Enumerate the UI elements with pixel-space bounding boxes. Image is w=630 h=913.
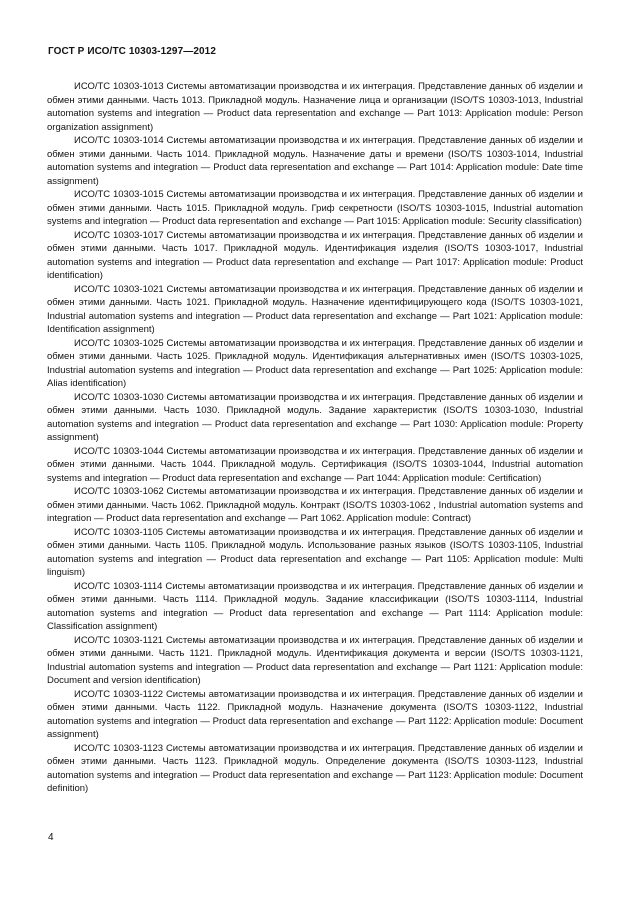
page-header-standard-title: ГОСТ Р ИСО/ТС 10303-1297—2012 bbox=[48, 46, 216, 57]
reference-entry-1044: ИСО/ТС 10303-1044 Системы автоматизации производства и их интеграция. Представление данных об изделии и обмен этими данными. Часть 1044. Прикладной модуль. Сертификация (ISO/TS 10303-1044, Industrial automation systems and integration — Product data representation and exchange — Part 1044: Application module: Certification) bbox=[47, 445, 583, 484]
reference-entry-1025: ИСО/ТС 10303-1025 Системы автоматизации производства и их интеграция. Представление данных об изделии и обмен этими данными. Часть 1025. Прикладной модуль. Идентификация альтернативных имен (ISO/TS 10303-1025, Industrial automation systems and integration — Product data representation and exchange — Part 1025: Application module: Alias identification) bbox=[47, 337, 583, 389]
reference-entry-1122: ИСО/ТС 10303-1122 Системы автоматизации производства и их интеграция. Представление данных об изделии и обмен этими данными. Часть 1122. Прикладной модуль. Назначение документа (ISO/TS 10303-1122, Industrial automation systems and integration — Product data representation and exchange — Part 1122: Application module: Document assignment) bbox=[47, 688, 583, 740]
reference-entry-1013: ИСО/ТС 10303-1013 Системы автоматизации производства и их интеграция. Представление данных об изделии и обмен этими данными. Часть 1013. Прикладной модуль. Назначение лица и организации (ISO/TS 10303-1013, Industrial automation systems and integration — Product data representation and exchange — Part 1013: Application module: Person organization assignment) bbox=[47, 81, 583, 133]
reference-entry-1021: ИСО/ТС 10303-1021 Системы автоматизации производства и их интеграция. Представление данных об изделии и обмен этими данными. Часть 1021. Прикладной модуль. Назначение идентифицирующего кода (ISO/TS 10303-1021, Industrial automation systems and integration — Product data representation and exchange — Part 1021: Application module: Identification assignment) bbox=[47, 283, 583, 335]
reference-entry-1105: ИСО/ТС 10303-1105 Системы автоматизации производства и их интеграция. Представление данных об изделии и обмен этими данными. Часть 1105. Прикладной модуль. Использование разных языков (ISO/TS 10303-1105, Industrial automation systems and integration — Product data representation and exchange — Part 1105: Application module: Multi linguism) bbox=[47, 526, 583, 578]
page-number: 4 bbox=[48, 832, 54, 843]
reference-entry-1062: ИСО/ТС 10303-1062 Системы автоматизации производства и их интеграция. Представление данных об изделии и обмен этими данными. Часть 1062. Прикладной модуль. Контракт (ISO/TS 10303-1062 , Industrial automation systems and integration — Product data representation and exchange — Part 1062. Application module: Contract) bbox=[47, 486, 583, 524]
reference-entry-1015: ИСО/ТС 10303-1015 Системы автоматизации производства и их интеграция. Представление данных об изделии и обмен этими данными. Часть 1015. Прикладной модуль. Гриф секретности (ISO/TS 10303-1015, Industrial automation systems and integration — Product data representation and exchange — Part 1015: Application module: Security classification) bbox=[47, 189, 583, 227]
reference-entry-1114: ИСО/ТС 10303-1114 Системы автоматизации производства и их интеграция. Представление данных об изделии и обмен этими данными. Часть 1114. Прикладной модуль. Задание классификации (ISO/TS 10303-1114, Industrial automation systems and integration — Product data representation and exchange — Part 1114: Application module: Classification assignment) bbox=[47, 580, 583, 632]
reference-entry-1014: ИСО/ТС 10303-1014 Системы автоматизации производства и их интеграция. Представление данных об изделии и обмен этими данными. Часть 1014. Прикладной модуль. Назначение даты и времени (ISO/TS 10303-1014, Industrial automation systems and integration — Product data representation and exchange — Part 1014: Application module: Date time assignment) bbox=[47, 135, 583, 187]
reference-entry-1017: ИСО/ТС 10303-1017 Системы автоматизации производства и их интеграция. Представление данных об изделии и обмен этими данными. Часть 1017. Прикладной модуль. Идентификация изделия (ISO/TS 10303-1017, Industrial automation systems and integration — Product data representation and exchange — Part 1017: Application module: Product identification) bbox=[47, 229, 583, 281]
reference-entry-1121: ИСО/ТС 10303-1121 Системы автоматизации производства и их интеграция. Представление данных об изделии и обмен этими данными. Часть 1121. Прикладной модуль. Идентификация документа и версии (ISO/TS 10303-1121, Industrial automation systems and integration — Product data representation and exchange — Part 1121: Application module: Document and version identification) bbox=[47, 634, 583, 686]
reference-entry-1030: ИСО/ТС 10303-1030 Системы автоматизации производства и их интеграция. Представление данных об изделии и обмен этими данными. Часть 1030. Прикладной модуль. Задание характеристик (ISO/TS 10303-1030, Industrial automation systems and integration — Product data representation and exchange — Part 1030: Application module: Property assignment) bbox=[47, 391, 583, 443]
reference-entry-1123: ИСО/ТС 10303-1123 Системы автоматизации производства и их интеграция. Представление данных об изделии и обмен этими данными. Часть 1123. Прикладной модуль. Определение документа (ISO/TS 10303-1123, Industrial automation systems and integration — Product data representation and exchange — Part 1123: Application module: Document definition) bbox=[47, 742, 583, 794]
reference-list bbox=[47, 80, 583, 796]
